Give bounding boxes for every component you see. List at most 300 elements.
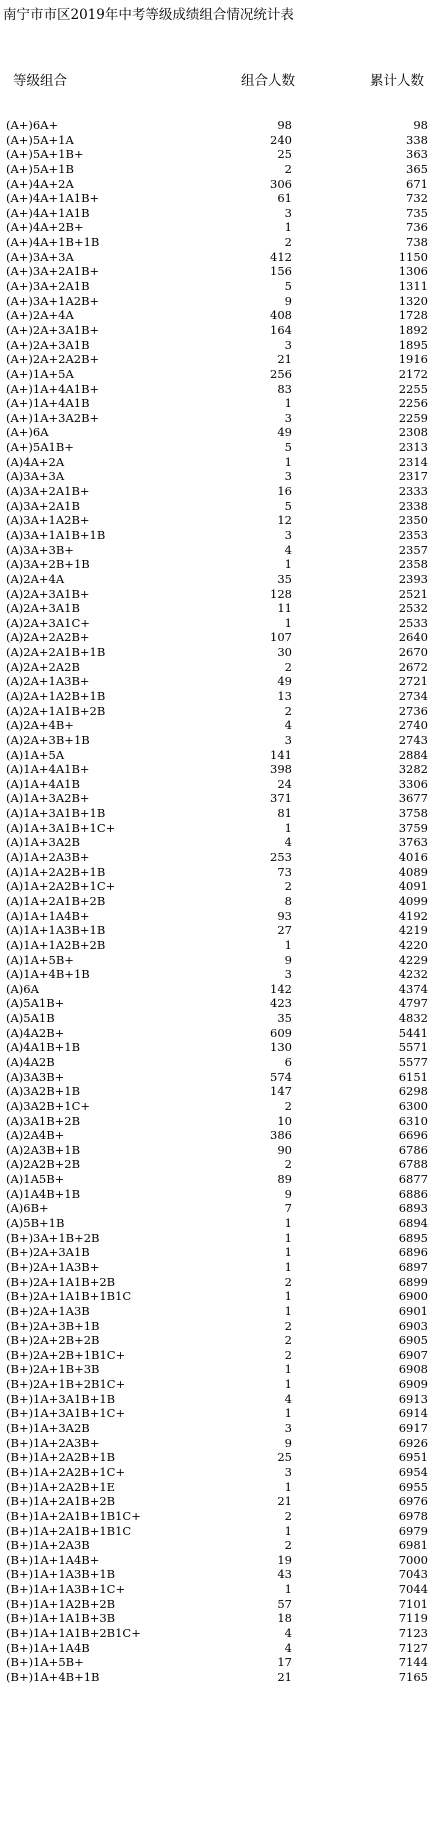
combination-cell: (A+)3A+2A1B: [6, 279, 90, 294]
count-cell: 142: [270, 981, 292, 996]
count-cell: 107: [270, 630, 292, 645]
combination-cell: (A+)3A+1A2B+: [6, 293, 100, 308]
cumulative-cell: 1320: [398, 293, 428, 308]
cumulative-cell: 7101: [398, 1596, 428, 1611]
count-cell: 1: [284, 1230, 292, 1245]
table-row: [0, 982, 447, 997]
cumulative-cell: 732: [406, 191, 428, 206]
table-row: [0, 1172, 447, 1187]
count-cell: 5: [284, 279, 292, 294]
combination-cell: (B+)2A+2B+1B1C+: [6, 1347, 126, 1362]
count-cell: 12: [277, 513, 292, 528]
cumulative-cell: 4374: [398, 981, 428, 996]
cumulative-cell: 2338: [398, 498, 428, 513]
table-row: [0, 1231, 447, 1246]
count-cell: 4: [284, 1625, 292, 1640]
count-cell: 61: [277, 191, 292, 206]
table-row: [0, 250, 447, 265]
table-row: [0, 996, 447, 1011]
table-row: [0, 1465, 447, 1480]
combination-cell: (A+)3A+3A: [6, 249, 74, 264]
count-cell: 2: [284, 1274, 292, 1289]
cumulative-cell: 2532: [398, 601, 428, 616]
table-row: [0, 396, 447, 411]
cumulative-cell: 6310: [398, 1113, 428, 1128]
count-cell: 3: [284, 410, 292, 425]
count-cell: 73: [277, 864, 292, 879]
cumulative-cell: 2672: [398, 659, 428, 674]
table-row: [0, 1670, 447, 1685]
cumulative-cell: 1306: [398, 264, 428, 279]
cumulative-cell: 6907: [398, 1347, 428, 1362]
count-cell: 1: [284, 1245, 292, 1260]
cumulative-cell: 4016: [398, 850, 428, 865]
combination-cell: (B+)2A+1A1B+2B: [6, 1274, 116, 1289]
count-cell: 6: [284, 1055, 292, 1069]
combination-cell: (A+)5A1B+: [6, 440, 74, 455]
table-row: [0, 191, 447, 206]
combination-cell: (B+)1A+3A2B: [6, 1421, 90, 1436]
combination-cell: (A)1A+3A2B: [6, 835, 80, 850]
count-cell: 164: [270, 322, 292, 337]
combination-cell: (A+)4A+1A1B+: [6, 191, 100, 206]
combination-cell: (A)1A5B+: [6, 1172, 65, 1187]
cumulative-cell: 6926: [398, 1435, 428, 1450]
cumulative-cell: 6899: [398, 1274, 428, 1289]
count-cell: 3: [284, 527, 292, 542]
combination-cell: (A)1A+1A3B+1B: [6, 923, 106, 938]
table-row: [0, 572, 447, 587]
cumulative-cell: 2353: [398, 527, 428, 542]
table-row: [0, 499, 447, 514]
table-row: [0, 704, 447, 719]
table-row: [0, 1348, 447, 1363]
table-row: [0, 967, 447, 982]
count-cell: 408: [270, 308, 292, 323]
cumulative-cell: 6897: [398, 1259, 428, 1274]
table-row: [0, 1245, 447, 1260]
combination-cell: (A)3A+3B+: [6, 542, 74, 557]
column-header-combination: 等级组合: [13, 73, 67, 89]
combination-cell: (B+)1A+1A1B+2B1C+: [6, 1625, 141, 1640]
combination-cell: (B+)1A+2A2B+1C+: [6, 1464, 126, 1479]
count-cell: 35: [277, 1011, 292, 1026]
cumulative-cell: 6788: [398, 1157, 428, 1172]
combination-cell: (A)2A+4B+: [6, 718, 74, 733]
combination-cell: (A)1A+3A1B+1C+: [6, 820, 116, 835]
table-row: [0, 1377, 447, 1392]
combination-cell: (A)1A4B+1B: [6, 1186, 81, 1201]
cumulative-cell: 363: [406, 147, 428, 162]
combination-cell: (A)4A2B: [6, 1055, 55, 1069]
table-row: [0, 133, 447, 148]
cumulative-cell: 2259: [398, 410, 428, 425]
table-row: [0, 1114, 447, 1129]
cumulative-cell: 5571: [398, 1040, 428, 1055]
cumulative-cell: 671: [406, 176, 428, 191]
count-cell: 49: [277, 425, 292, 440]
cumulative-cell: 6914: [398, 1406, 428, 1421]
count-cell: 1: [284, 1377, 292, 1392]
count-cell: 128: [270, 586, 292, 601]
count-cell: 1: [284, 615, 292, 630]
table-row: [0, 1450, 447, 1465]
cumulative-cell: 1728: [398, 308, 428, 323]
combination-cell: (A)2A2B+2B: [6, 1157, 81, 1172]
cumulative-cell: 6893: [398, 1201, 428, 1216]
combination-cell: (A+)5A+1B: [6, 161, 74, 176]
table-row: [0, 1641, 447, 1656]
count-cell: 1: [284, 1479, 292, 1494]
table-row: [0, 1187, 447, 1202]
combination-cell: (A)2A+1A1B+2B: [6, 703, 106, 718]
cumulative-cell: 6151: [398, 1069, 428, 1084]
combination-cell: (A)2A+3A1B: [6, 601, 80, 616]
combination-cell: (B+)2A+1A1B+1B1C: [6, 1289, 132, 1304]
count-cell: 89: [277, 1172, 292, 1187]
cumulative-cell: 6900: [398, 1289, 428, 1304]
table-row: [0, 177, 447, 192]
combination-cell: (A)2A+4A: [6, 571, 65, 586]
combination-cell: (B+)2A+1A3B: [6, 1303, 90, 1318]
count-cell: 4: [284, 835, 292, 850]
combination-cell: (B+)1A+2A2B+1B: [6, 1450, 116, 1465]
combination-cell: (B+)1A+4B+1B: [6, 1669, 100, 1684]
table-row: [0, 1157, 447, 1172]
count-cell: 1: [284, 454, 292, 469]
combination-cell: (B+)1A+1A3B+1B: [6, 1567, 116, 1582]
cumulative-cell: 2740: [398, 718, 428, 733]
count-cell: 1: [284, 557, 292, 572]
count-cell: 3: [284, 469, 292, 484]
count-cell: 21: [277, 1669, 292, 1684]
table-row: [0, 1026, 447, 1041]
table-row: [0, 1201, 447, 1216]
cumulative-cell: 6979: [398, 1523, 428, 1538]
count-cell: 306: [270, 176, 292, 191]
cumulative-cell: 7043: [398, 1567, 428, 1582]
count-cell: 25: [277, 147, 292, 162]
cumulative-cell: 2333: [398, 484, 428, 499]
table-row: [0, 601, 447, 616]
count-cell: 2: [284, 1333, 292, 1348]
table-row: [0, 1084, 447, 1099]
combination-cell: (A)2A+1A2B+1B: [6, 688, 106, 703]
combination-cell: (A)5A1B+: [6, 996, 65, 1011]
table-row: [0, 1406, 447, 1421]
cumulative-cell: 7044: [398, 1582, 428, 1597]
combination-cell: (B+)1A+3A1B+1C+: [6, 1406, 126, 1421]
table-row: [0, 733, 447, 748]
combination-cell: (B+)1A+2A1B+2B: [6, 1494, 116, 1509]
count-cell: 253: [270, 850, 292, 865]
table-row: [0, 821, 447, 836]
combination-cell: (B+)1A+3A1B+1B: [6, 1391, 116, 1406]
cumulative-cell: 3763: [398, 835, 428, 850]
combination-cell: (B+)1A+2A3B: [6, 1538, 90, 1553]
combination-cell: (B+)2A+1B+2B1C+: [6, 1377, 126, 1392]
table-row: [0, 791, 447, 806]
combination-cell: (A)2A+1A3B+: [6, 674, 90, 689]
table-row: [0, 865, 447, 880]
count-cell: 16: [277, 484, 292, 499]
combination-cell: (A+)4A+1A1B: [6, 205, 90, 220]
count-cell: 9: [284, 952, 292, 967]
combination-cell: (A+)1A+5A: [6, 366, 74, 381]
cumulative-cell: 6786: [398, 1142, 428, 1157]
table-row: [0, 953, 447, 968]
cumulative-cell: 365: [406, 161, 428, 176]
count-cell: 3: [284, 1421, 292, 1436]
cumulative-cell: 735: [406, 205, 428, 220]
count-cell: 9: [284, 1435, 292, 1450]
table-row: [0, 616, 447, 631]
table-row: [0, 484, 447, 499]
cumulative-cell: 3677: [398, 791, 428, 806]
table-row: [0, 1362, 447, 1377]
table-row: [0, 879, 447, 894]
table-row: [0, 1260, 447, 1275]
combination-cell: (A)1A+2A3B+: [6, 850, 90, 865]
table-row: [0, 1040, 447, 1055]
count-cell: 98: [277, 118, 292, 132]
count-cell: 5: [284, 498, 292, 513]
cumulative-cell: 2358: [398, 557, 428, 572]
count-cell: 423: [270, 996, 292, 1011]
count-cell: 7: [284, 1201, 292, 1216]
combination-cell: (B+)2A+2B+2B: [6, 1333, 100, 1348]
combination-cell: (A)3A+1A2B+: [6, 513, 90, 528]
count-cell: 1: [284, 820, 292, 835]
combination-cell: (A+)6A: [6, 425, 49, 440]
count-cell: 1: [284, 396, 292, 411]
cumulative-cell: 1892: [398, 322, 428, 337]
cumulative-cell: 2734: [398, 688, 428, 703]
table-row: [0, 1582, 447, 1597]
count-cell: 35: [277, 571, 292, 586]
cumulative-cell: 2314: [398, 454, 428, 469]
table-row: [0, 1611, 447, 1626]
combination-cell: (A)1A+5A: [6, 747, 65, 762]
cumulative-cell: 2172: [398, 366, 428, 381]
combination-cell: (A+)1A+3A2B+: [6, 410, 100, 425]
cumulative-cell: 2736: [398, 703, 428, 718]
combination-cell: (A)5B+1B: [6, 1216, 65, 1231]
cumulative-cell: 6909: [398, 1377, 428, 1392]
table-row: [0, 323, 447, 338]
cumulative-cell: 3282: [398, 762, 428, 777]
cumulative-cell: 6955: [398, 1479, 428, 1494]
count-cell: 398: [270, 762, 292, 777]
combination-cell: (A)1A+1A2B+2B: [6, 937, 106, 952]
table-row: [0, 1319, 447, 1334]
table-row: [0, 1480, 447, 1495]
table-row: [0, 206, 447, 221]
cumulative-cell: 6951: [398, 1450, 428, 1465]
table-row: [0, 1436, 447, 1451]
cumulative-cell: 2670: [398, 645, 428, 660]
combination-cell: (A)4A+2A: [6, 454, 65, 469]
table-row: [0, 689, 447, 704]
cumulative-cell: 2317: [398, 469, 428, 484]
cumulative-cell: 4832: [398, 1011, 428, 1026]
cumulative-cell: 6894: [398, 1216, 428, 1231]
count-cell: 141: [270, 747, 292, 762]
cumulative-cell: 2255: [398, 381, 428, 396]
count-cell: 2: [284, 161, 292, 176]
count-cell: 2: [284, 1157, 292, 1172]
table-row: [0, 1509, 447, 1524]
cumulative-cell: 3759: [398, 820, 428, 835]
cumulative-cell: 736: [406, 220, 428, 235]
combination-cell: (A)1A+4B+1B: [6, 967, 90, 982]
count-cell: 11: [277, 601, 292, 616]
cumulative-cell: 6917: [398, 1421, 428, 1436]
count-cell: 81: [277, 806, 292, 821]
table-row: [0, 543, 447, 558]
table-row: [0, 469, 447, 484]
cumulative-cell: 4099: [398, 893, 428, 908]
count-cell: 19: [277, 1552, 292, 1567]
page-title: 南宁市市区2019年中考等级成绩组合情况统计表: [3, 7, 294, 23]
combination-cell: (A)3A+2B+1B: [6, 557, 90, 572]
cumulative-cell: 7119: [398, 1611, 428, 1626]
combination-cell: (A+)3A+2A1B+: [6, 264, 100, 279]
table-row: [0, 1655, 447, 1670]
cumulative-cell: 6913: [398, 1391, 428, 1406]
table-row: [0, 264, 447, 279]
combination-cell: (A+)1A+4A1B: [6, 396, 90, 411]
count-cell: 5: [284, 440, 292, 455]
combination-cell: (A)1A+2A1B+2B: [6, 893, 106, 908]
combination-cell: (A)1A+2A2B+1B: [6, 864, 106, 879]
table-row: [0, 1128, 447, 1143]
cumulative-cell: 6886: [398, 1186, 428, 1201]
count-cell: 2: [284, 659, 292, 674]
cumulative-cell: 1895: [398, 337, 428, 352]
count-cell: 24: [277, 776, 292, 791]
count-cell: 412: [270, 249, 292, 264]
table-row: [0, 235, 447, 250]
count-cell: 1: [284, 1362, 292, 1377]
count-cell: 57: [277, 1596, 292, 1611]
count-cell: 21: [277, 1494, 292, 1509]
cumulative-cell: 2313: [398, 440, 428, 455]
count-cell: 10: [277, 1113, 292, 1128]
count-cell: 17: [277, 1655, 292, 1670]
cumulative-cell: 4232: [398, 967, 428, 982]
combination-cell: (B+)2A+3A1B: [6, 1245, 90, 1260]
combination-cell: (B+)1A+5B+: [6, 1655, 84, 1670]
table-row: [0, 1524, 447, 1539]
count-cell: 147: [270, 1084, 292, 1099]
table-row: [0, 748, 447, 763]
table-row: [0, 1597, 447, 1612]
cumulative-cell: 2743: [398, 732, 428, 747]
table-row: [0, 294, 447, 309]
cumulative-cell: 4220: [398, 937, 428, 952]
cumulative-cell: 6901: [398, 1303, 428, 1318]
cumulative-cell: 2640: [398, 630, 428, 645]
table-row: [0, 279, 447, 294]
combination-cell: (B+)1A+2A1B+1B1C: [6, 1523, 132, 1538]
count-cell: 240: [270, 132, 292, 147]
cumulative-cell: 2308: [398, 425, 428, 440]
count-cell: 1: [284, 220, 292, 235]
count-cell: 3: [284, 337, 292, 352]
table-row: [0, 1567, 447, 1582]
table-row: [0, 718, 447, 733]
table-row: [0, 1494, 447, 1509]
count-cell: 2: [284, 1318, 292, 1333]
combination-cell: (B+)1A+2A3B+: [6, 1435, 100, 1450]
cumulative-cell: 4797: [398, 996, 428, 1011]
count-cell: 4: [284, 1391, 292, 1406]
combination-cell: (A+)4A+2A: [6, 176, 74, 191]
count-cell: 49: [277, 674, 292, 689]
combination-cell: (B+)1A+2A2B+1E: [6, 1479, 116, 1494]
table-row: [0, 923, 447, 938]
cumulative-cell: 4229: [398, 952, 428, 967]
combination-cell: (A+)5A+1A: [6, 132, 74, 147]
table-row: [0, 1275, 447, 1290]
cumulative-cell: 4219: [398, 923, 428, 938]
count-cell: 1: [284, 937, 292, 952]
count-cell: 3: [284, 732, 292, 747]
table-row: [0, 162, 447, 177]
cumulative-cell: 7123: [398, 1625, 428, 1640]
combination-cell: (A+)2A+4A: [6, 308, 74, 323]
combination-cell: (A)3A+1A1B+1B: [6, 527, 106, 542]
table-body: [0, 118, 447, 1685]
combination-cell: (A+)2A+3A1B+: [6, 322, 100, 337]
count-cell: 2: [284, 879, 292, 894]
combination-cell: (A)1A+4A1B+: [6, 762, 90, 777]
combination-cell: (A)1A+3A1B+1B: [6, 806, 106, 821]
count-cell: 1: [284, 1582, 292, 1597]
cumulative-cell: 2256: [398, 396, 428, 411]
count-cell: 43: [277, 1567, 292, 1582]
cumulative-cell: 6895: [398, 1230, 428, 1245]
table-row: [0, 513, 447, 528]
count-cell: 1: [284, 1259, 292, 1274]
combination-cell: (A)2A+2A1B+1B: [6, 645, 106, 660]
combination-cell: (A)3A+3A: [6, 469, 65, 484]
count-cell: 9: [284, 293, 292, 308]
count-cell: 1: [284, 1406, 292, 1421]
count-cell: 3: [284, 967, 292, 982]
combination-cell: (A)3A2B+1C+: [6, 1098, 91, 1113]
count-cell: 3: [284, 1464, 292, 1479]
cumulative-cell: 1150: [398, 249, 428, 264]
count-cell: 256: [270, 366, 292, 381]
combination-cell: (A)2A+3A1C+: [6, 615, 90, 630]
cumulative-cell: 6300: [398, 1098, 428, 1113]
table-row: [0, 382, 447, 397]
combination-cell: (A)3A+2A1B: [6, 498, 80, 513]
cumulative-cell: 6981: [398, 1538, 428, 1553]
count-cell: 1: [284, 1303, 292, 1318]
count-cell: 2: [284, 1347, 292, 1362]
count-cell: 2: [284, 1508, 292, 1523]
count-cell: 2: [284, 703, 292, 718]
count-cell: 386: [270, 1128, 292, 1143]
table-row: [0, 762, 447, 777]
count-cell: 4: [284, 1640, 292, 1655]
combination-cell: (A)3A2B+1B: [6, 1084, 81, 1099]
count-cell: 18: [277, 1611, 292, 1626]
combination-cell: (A+)6A+: [6, 118, 59, 132]
